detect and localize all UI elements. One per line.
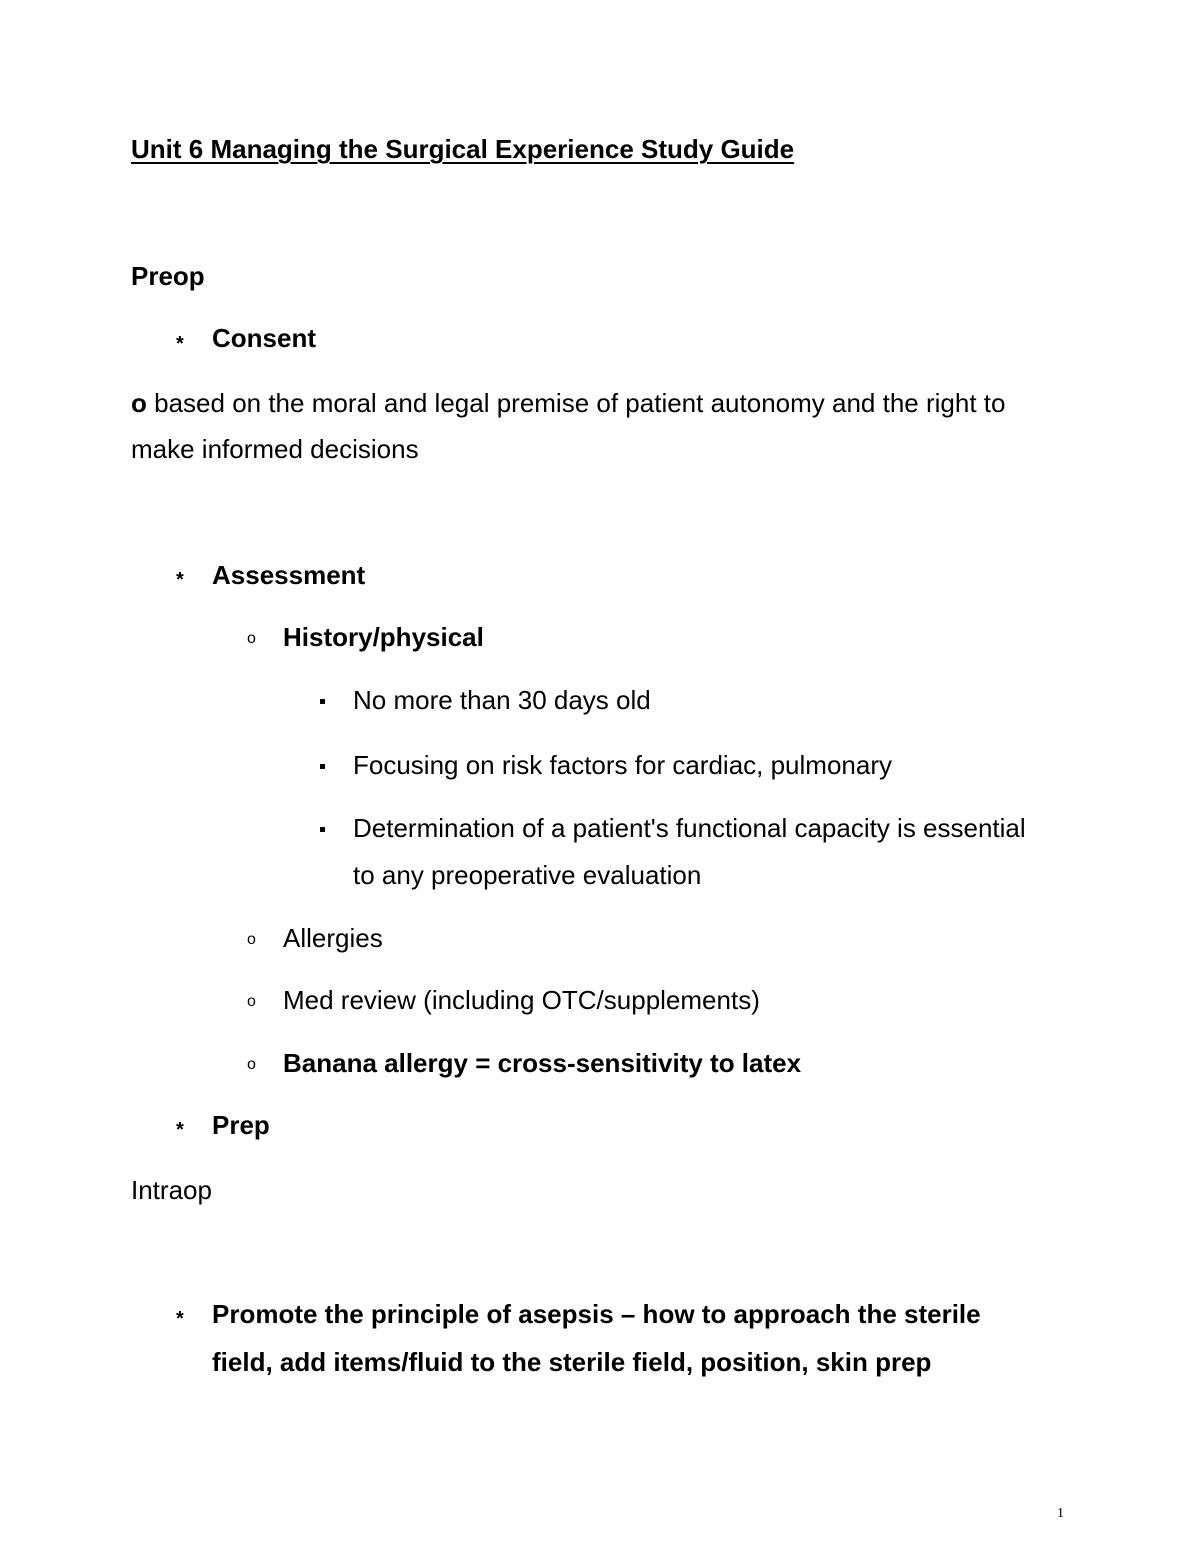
item-prep: Prep (212, 1110, 270, 1140)
item-history-physical: History/physical (283, 622, 484, 652)
consent-note-line1 (131, 390, 1005, 416)
square-bullet-icon (320, 699, 325, 704)
item-assessment: Assessment (212, 560, 366, 590)
history-item-2: Focusing on risk factors for cardiac, pulmonary (353, 750, 892, 780)
item-asepsis-line2: field, add items/fluid to the sterile field, position, skin prep (212, 1347, 932, 1377)
item-consent: Consent (212, 323, 316, 353)
circle-bullet-icon: o (247, 931, 256, 948)
section-heading-preop: Preop (131, 261, 205, 291)
consent-note-line2: make informed decisions (131, 434, 419, 464)
circle-bullet-icon: o (247, 993, 256, 1010)
history-item-3-cont: to any preoperative evaluation (353, 860, 702, 890)
asterisk-bullet-icon: * (176, 333, 184, 355)
item-med-review: Med review (including OTC/supplements) (283, 985, 760, 1015)
history-item-1: No more than 30 days old (353, 685, 651, 715)
square-bullet-icon (320, 764, 325, 769)
consent-note-text1: based on the moral and legal premise of patient autonomy and the right to (154, 388, 1006, 418)
circle-bullet-icon: o (247, 1056, 256, 1073)
page-number: 1 (1057, 1506, 1064, 1521)
history-item-3: Determination of a patient's functional capacity is essential (353, 813, 1026, 843)
asterisk-bullet-icon: * (176, 1119, 184, 1141)
item-allergies: Allergies (283, 923, 383, 953)
item-asepsis-line1: Promote the principle of asepsis – how to approach the sterile (212, 1299, 981, 1329)
asterisk-bullet-icon: * (176, 569, 184, 591)
asterisk-bullet-icon: * (176, 1308, 184, 1330)
consent-note-marker: o (131, 388, 147, 418)
circle-bullet-icon: o (247, 630, 256, 647)
section-heading-intraop: Intraop (131, 1175, 212, 1205)
item-banana-allergy: Banana allergy = cross-sensitivity to latex (283, 1048, 802, 1078)
square-bullet-icon (320, 827, 325, 832)
page-title: Unit 6 Managing the Surgical Experience Study Guide (131, 134, 795, 164)
